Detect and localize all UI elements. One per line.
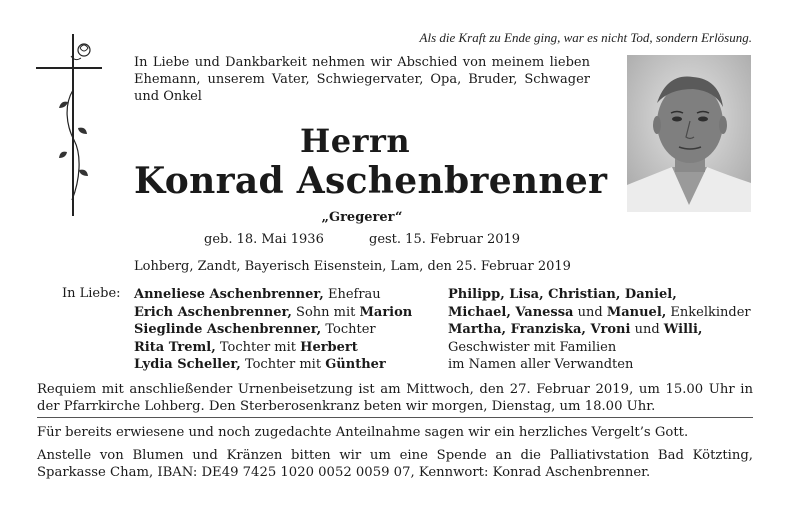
deceased-name: Konrad Aschenbrenner [134, 160, 608, 202]
relatives-line: im Namen aller Verwandten [448, 357, 634, 372]
siblings-line: Geschwister mit Familien [448, 339, 617, 355]
mourner-name: Anneliese Aschenbrenner, [134, 287, 324, 302]
mourner-name: Erich Aschenbrenner, [134, 304, 292, 320]
grandchildren-line-1: Philipp, Lisa, Christian, Daniel, [448, 287, 677, 302]
conjunction: und [630, 322, 664, 337]
grandchildren-line-2 [448, 304, 751, 322]
motto: Als die Kraft zu Ende ging, war es nicht Tod, sondern Erlösung. [419, 30, 752, 45]
mourner-relation: Tochter mit [240, 357, 326, 372]
mourner-relation: Ehefrau [323, 287, 381, 302]
nickname: „Gregerer“ [321, 210, 403, 225]
mourner-partner: Marion [359, 304, 413, 320]
intro-text: In Liebe und Dankbarkeit nehmen wir Abschied von meinem lieben Ehemann, unserem Vater, Schwiegervater, Opa, Bruder, Schwager und Onkel [134, 55, 590, 104]
thanks-text: Für bereits erwiesene und noch zugedachte Anteilnahme sagen wir ein herzliches Vergelt’s Gott. [37, 425, 689, 440]
mourner-row [134, 339, 412, 357]
great-grandchildren-line [448, 321, 751, 339]
death-date: gest. 15. Februar 2019 [369, 232, 521, 247]
donation-text: Anstelle von Blumen und Kränzen bitten wir um eine Spende an die Palliativstation Bad Kötzting, Sparkasse Cham, IBAN: DE49 7425 1020 0052 0059 07, Kennwort: Konrad Aschenbrenner. [37, 448, 753, 480]
mourner-name: Lydia Scheller, [134, 357, 241, 372]
mourner-row [134, 286, 412, 304]
requiem-text: Requiem mit anschließender Urnenbeisetzung ist am Mittwoch, den 27. Februar 2019, um 15.00 Uhr in der Pfarrkirche Lohberg. Den Sterberosenkranz beten wir morgen, Dienstag, um 18.00 Uhr. [37, 382, 753, 414]
mourner-relation: Tochter [321, 322, 376, 337]
grandchildren-relation: Enkelkinder [666, 304, 751, 320]
mourner-name: Sieglinde Aschenbrenner, [134, 322, 322, 337]
mourners-left-list [134, 286, 412, 374]
divider [37, 417, 753, 418]
mourner-row [134, 304, 412, 322]
mourner-partner: Günther [325, 357, 386, 372]
place-date: Lohberg, Zandt, Bayerisch Eisenstein, Lam, den 25. Februar 2019 [134, 259, 571, 274]
grandchild-name: Manuel, [606, 304, 667, 320]
mourner-partner: Herbert [300, 339, 358, 355]
mourner-row [134, 321, 412, 339]
mourner-relation: Tochter mit [215, 339, 301, 355]
great-grandchild-name: Willi, [663, 322, 703, 337]
conjunction: und [573, 304, 607, 320]
mourner-name: Rita Treml, [134, 339, 216, 355]
salutation: Herrn [300, 122, 411, 160]
birth-date: geb. 18. Mai 1936 [204, 232, 324, 247]
grandchildren-names: Michael, Vanessa [448, 304, 574, 320]
mourner-relation: Sohn mit [291, 304, 360, 320]
mourner-row [134, 356, 412, 374]
portrait-photo [627, 55, 751, 212]
mourners-right-list [448, 286, 751, 374]
great-grandchildren-names: Martha, Franziska, Vroni [448, 322, 631, 337]
mourners-label: In Liebe: [62, 286, 121, 301]
cross-with-rose-icon [34, 30, 104, 220]
